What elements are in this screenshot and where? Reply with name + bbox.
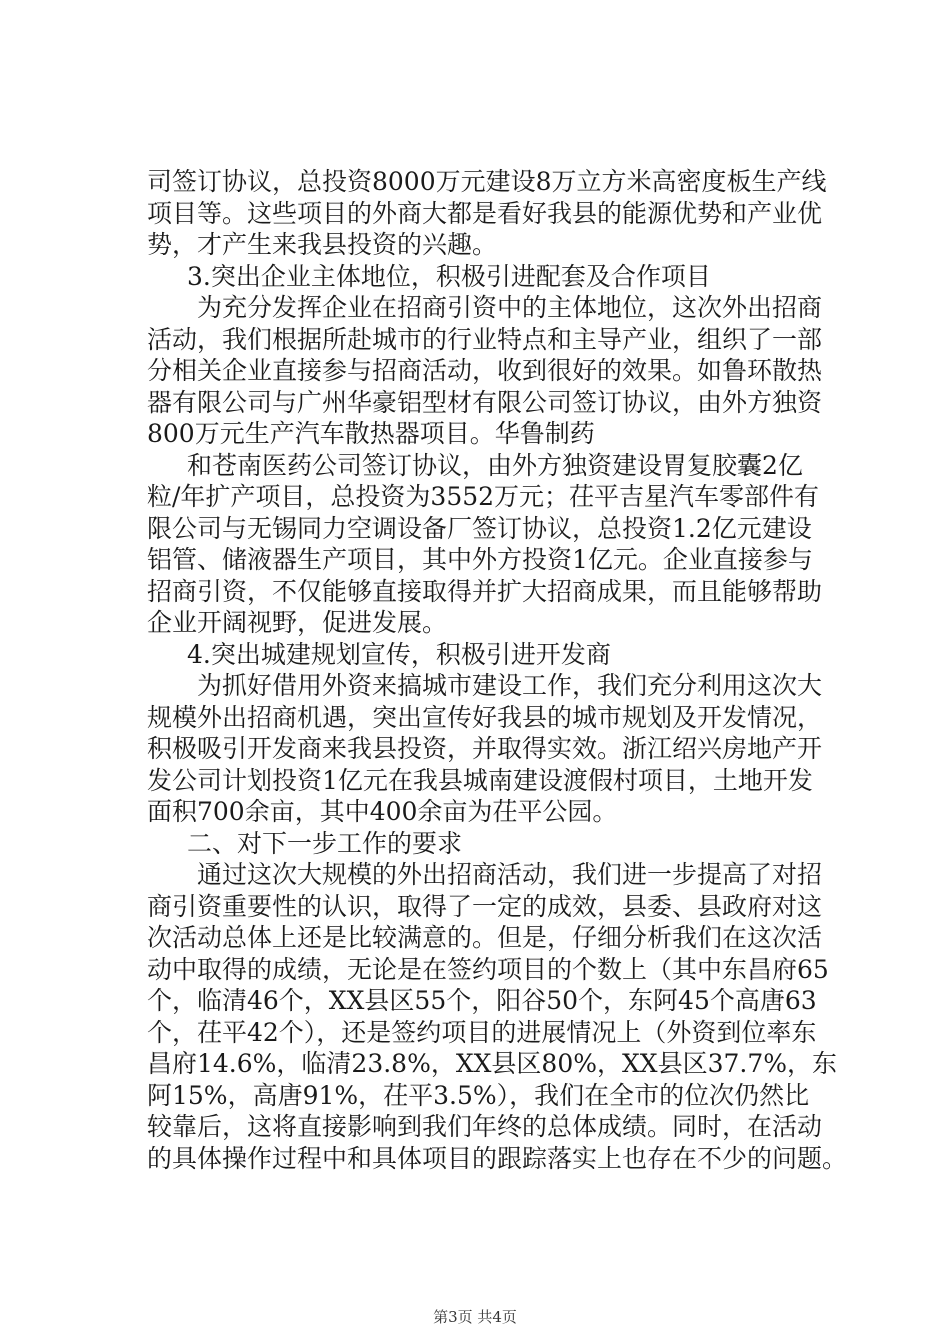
text-line: 较靠后，这将直接影响到我们年终的总体成绩。同时，在活动 <box>147 1112 823 1141</box>
text-line: 的具体操作过程中和具体项目的跟踪落实上也存在不少的问题。 <box>147 1143 848 1173</box>
paragraph-start: 和苍南医药公司签订协议，由外方独资建设胃复胶囊2亿 <box>187 450 803 480</box>
text-line: 规模外出招商机遇，突出宣传好我县的城市规划及开发情况， <box>147 702 823 732</box>
section-heading: 3.突出企业主体地位，积极引进配套及合作项目 <box>187 261 711 291</box>
section-heading: 二、对下一步工作的要求 <box>187 828 463 858</box>
text-line: 项目等。这些项目的外商大都是看好我县的能源优势和产业优 <box>147 198 823 228</box>
text-line: 发公司计划投资1亿元在我县城南建设渡假村项目，土地开发 <box>147 765 813 795</box>
text-line: 面积700余亩，其中400余亩为茌平公园。 <box>147 797 618 826</box>
text-line: 商引资重要性的认识，取得了一定的成效，县委、县政府对这 <box>147 891 823 921</box>
text-line: 招商引资，不仅能够直接取得并扩大招商成果，而且能够帮助 <box>147 576 823 606</box>
text-line: 司签订协议，总投资8000万元建设8万立方米高密度板生产线 <box>147 167 827 196</box>
text-line: 势，才产生来我县投资的兴趣。 <box>147 230 498 259</box>
text-line: 粒/年扩产项目，总投资为3552万元；茌平吉星汽车零部件有 <box>147 482 820 511</box>
paragraph-start: 通过这次大规模的外出招商活动，我们进一步提高了对招 <box>197 860 823 889</box>
page-number-footer: 第3页 共4页 <box>433 1308 517 1326</box>
text-line: 分相关企业直接参与招商活动，收到很好的效果。如鲁环散热 <box>147 356 823 385</box>
text-line: 铝管、储液器生产项目，其中外方投资1亿元。企业直接参与 <box>147 545 813 574</box>
text-line: 昌府14.6%，临清23.8%，XX县区80%，XX县区37.7%，东 <box>147 1049 838 1078</box>
text-line: 个，临清46个，XX县区55个，阳谷50个，东阿45个高唐63 <box>147 986 817 1015</box>
document-body <box>147 166 847 1174</box>
section-heading: 4.突出城建规划宣传，积极引进开发商 <box>187 639 611 669</box>
text-line: 800万元生产汽车散热器项目。华鲁制药 <box>147 419 595 448</box>
text-line: 限公司与无锡同力空调设备厂签订协议，总投资1.2亿元建设 <box>147 513 812 543</box>
text-line: 积极吸引开发商来我县投资，并取得实效。浙江绍兴房地产开 <box>147 734 823 763</box>
paragraph-start: 为抓好借用外资来搞城市建设工作，我们充分利用这次大 <box>197 671 823 700</box>
text-line: 阿15%，高唐91%，茌平3.5%），我们在全市的位次仍然比 <box>147 1080 810 1110</box>
text-line: 个，茌平42个），还是签约项目的进展情况上（外资到位率东 <box>147 1017 817 1047</box>
text-line: 企业开阔视野，促进发展。 <box>147 608 448 637</box>
paragraph-start: 为充分发挥企业在招商引资中的主体地位，这次外出招商 <box>197 293 823 322</box>
text-line: 动中取得的成绩，无论是在签约项目的个数上（其中东昌府65 <box>147 954 829 984</box>
text-line: 活动，我们根据所赴城市的行业特点和主导产业，组织了一部 <box>147 324 823 354</box>
text-line: 器有限公司与广州华豪铝型材有限公司签订协议，由外方独资 <box>147 387 823 417</box>
text-line: 次活动总体上还是比较满意的。但是，仔细分析我们在这次活 <box>147 923 823 952</box>
